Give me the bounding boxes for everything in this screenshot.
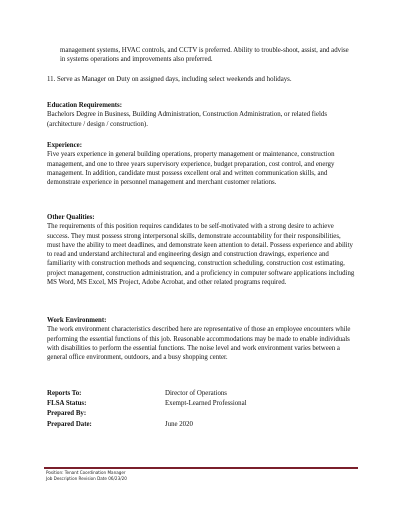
other-qualities-section <box>47 213 355 287</box>
education-section <box>47 101 355 129</box>
flsa-status-value: Exempt-Learned Professional <box>165 400 247 408</box>
experience-heading: Experience: <box>47 142 82 149</box>
flsa-status-label: FLSA Status: <box>47 400 87 408</box>
other-qualities-heading: Other Qualities: <box>47 214 95 221</box>
work-environment-body: The work environment characteristics described here are representative of those an employee encounters while performing the essential functions of this job. Reasonable accommodations may be made to enable individuals with disabilities to perform the essential functions. The noise level and work environment varies between a general office environment, outdoors, and a busy shopping center. <box>47 326 351 362</box>
prepared-date-label: Prepared Date: <box>47 420 92 428</box>
prepared-by-label: Prepared By: <box>47 410 87 418</box>
continuation-paragraph: management systems, HVAC controls, and CCTV is preferred. Ability to trouble-shoot, assist, and advise in systems operations and improvements also preferred. <box>60 47 349 64</box>
other-qualities-body: The requirements of this position requires candidates to be self-motivated with a strong desire to achieve success. They must possess strong interpersonal skills, demonstrate accountability for their responsibilities, must have the ability to meet deadlines, and demonstrate keen attention to detail. Possess experience and ability to read and understand architectural and engineering design and construction drawings, experience and familiarity with construction methods and sequencing, construction scheduling, construction cost estimating, project management, construction administration, and a proficiency in computer software applications including MS Word, MS Excel, MS Project, Adobe Acrobat, and other related programs required. <box>47 223 355 287</box>
experience-section <box>47 141 355 187</box>
flsa-status-row <box>47 399 355 409</box>
prepared-date-row <box>47 420 355 430</box>
signoff-block <box>47 389 355 430</box>
experience-body: Five years experience in general building operations, property management or maintenance, construction management, and one to three years supervisory experience, budget preparation, cost control, and energy management. In addition, candidate must possess excellent oral and written communication skills, and demonstrate experience in personnel management and merchant customer relations. <box>47 151 335 187</box>
education-body: Bachelors Degree in Business, Building Administration, Construction Administration, or related fields (architecture / design / construction). <box>47 111 327 128</box>
footer-revision-date: Job Description Revision Date 06/23/20 <box>46 476 127 482</box>
work-environment-heading: Work Environment: <box>47 317 107 324</box>
prepared-by-row <box>47 409 355 419</box>
footer-rule <box>44 467 358 469</box>
duty-item-11: 11. Serve as Manager on Duty on assigned days, including select weekends and holidays. <box>47 76 292 83</box>
work-environment-section <box>47 316 355 362</box>
prepared-by-value <box>165 409 355 419</box>
prepared-date-value: June 2020 <box>165 420 193 428</box>
reports-to-label: Reports To: <box>47 390 82 397</box>
footer-position: Position: Tenant Coordination Manager <box>46 471 126 476</box>
page-footer <box>46 471 306 483</box>
reports-to-row <box>47 389 355 399</box>
education-heading: Education Requirements: <box>47 102 122 109</box>
reports-to-value: Director of Operations <box>165 390 227 397</box>
